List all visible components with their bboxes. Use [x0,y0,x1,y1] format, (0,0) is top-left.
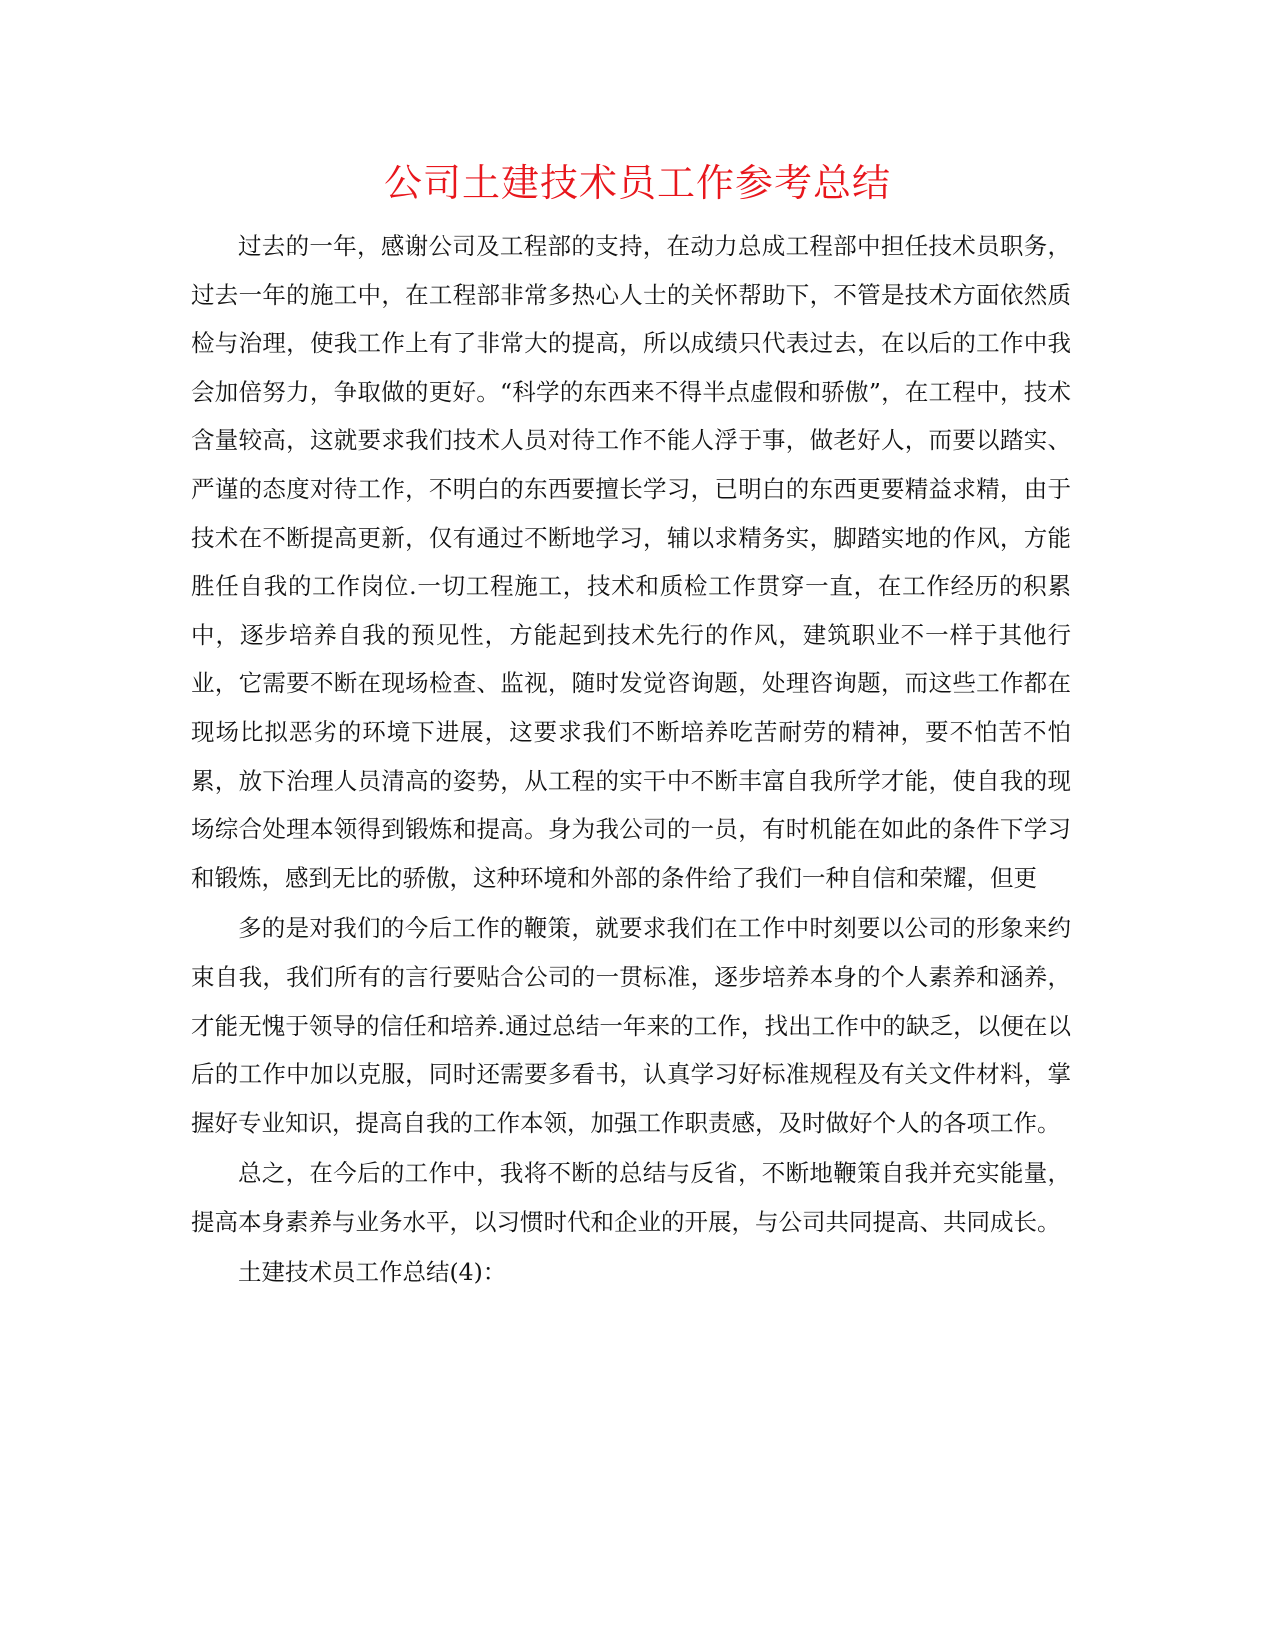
section-heading: 土建技术员工作总结(4)： [238,1258,507,1287]
paragraph-1: 过去的一年，感谢公司及工程部的支持，在动力总成工程部中担任技术员职务，过去一年的施工中，在工程部非常多热心人士的关怀帮助下，不管是技术方面依然质检与治理，使我工作上有了非常大的提高，所以成绩只代表过去，在以后的工作中我会加倍努力，争取做的更好。“科学的东西来不得半点虚假和骄傲”，在工程中，技术含量较高，这就要求我们技术人员对待工作不能人浮于事，做老好人，而要以踏实、严谨的态度对待工作，不明白的东西要擅长学习，已明白的东西更要精益求精，由于技术在不断提高更新，仅有通过不断地学习，辅以求精务实，脚踏实地的作风，方能胜任自我的工作岗位.一切工程施工，技术和质检工作贯穿一直，在工作经历的积累中，逐步培养自我的预见性，方能起到技术先行的作风，建筑职业不一样于其他行业，它需要不断在现场检查、监视，随时发觉咨询题，处理咨询题，而这些工作都在现场比拟恶劣的环境下进展，这要求我们不断培养吃苦耐劳的精神，要不怕苦不怕累，放下治理人员清高的姿势，从工程的实干中不断丰富自我所学才能，使自我的现场综合处理本领得到锻炼和提高。身为我公司的一员，有时机能在如此的条件下学习和锻炼，感到无比的骄傲，这种环境和外部的条件给了我们一种自信和荣耀，但更 [191,232,1071,892]
document-body [191,222,1071,1299]
paragraph-3: 总之，在今后的工作中，我将不断的总结与反省，不断地鞭策自我并充实能量，提高本身素养与业务水平，以习惯时代和企业的开展，与公司共同提高、共同成长。 [191,1159,1071,1236]
paragraph-2: 多的是对我们的今后工作的鞭策，就要求我们在工作中时刻要以公司的形象来约束自我，我们所有的言行要贴合公司的一贯标准，逐步培养本身的个人素养和涵养，才能无愧于领导的信任和培养.通过总结一年来的工作，找出工作中的缺乏，以便在以后的工作中加以克服，同时还需要多看书，认真学习好标准规程及有关文件材料，掌握好专业知识，提高自我的工作本领，加强工作职责感，及时做好个人的各项工作。 [191,914,1071,1137]
document-title: 公司土建技术员工作参考总结 [383,161,891,205]
